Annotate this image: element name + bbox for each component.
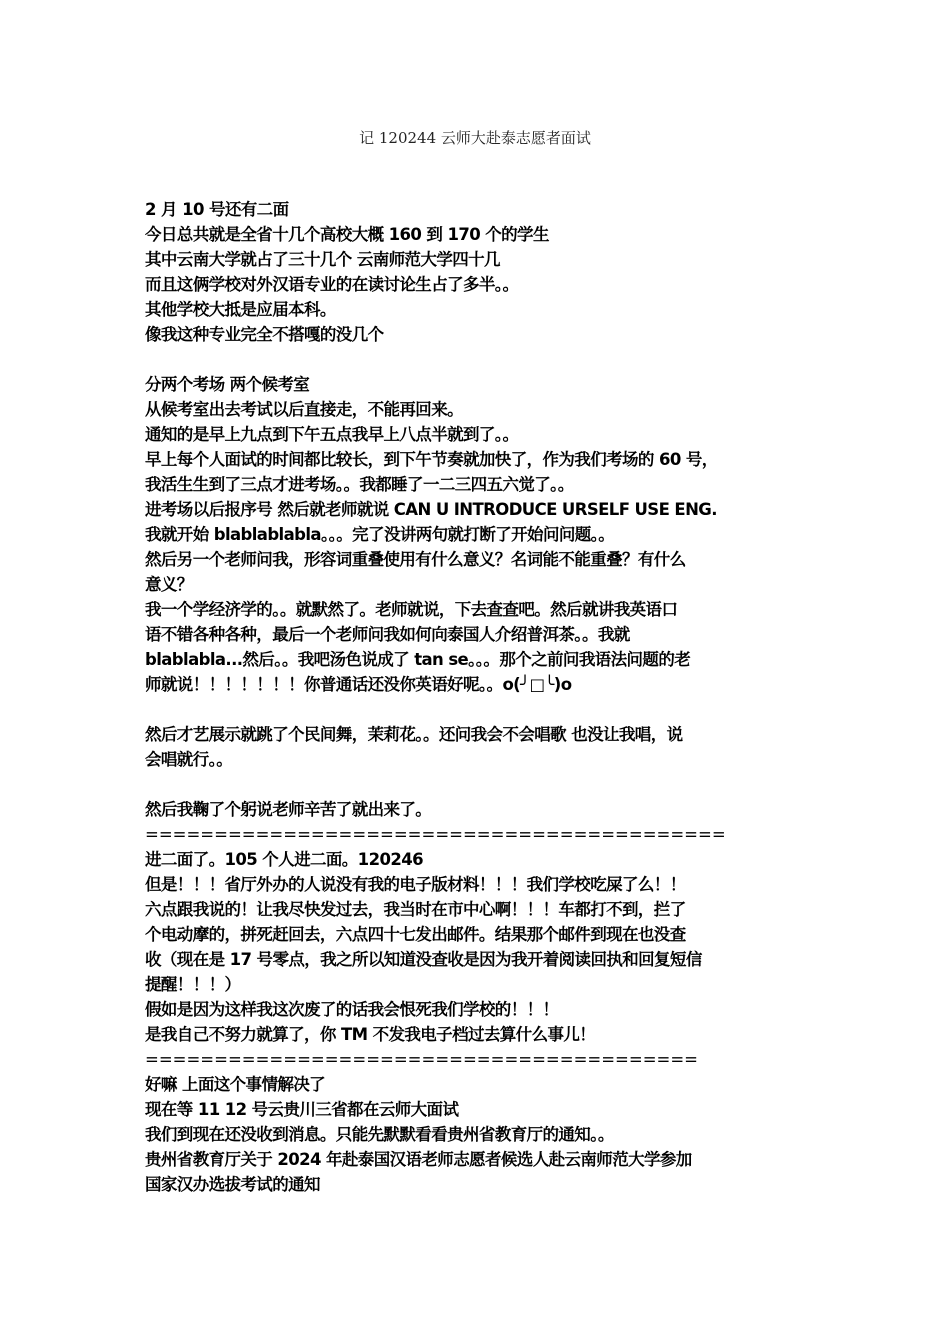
text-line: 会唱就行。。	[145, 750, 233, 769]
document-body	[145, 197, 835, 1197]
text-line: 其他学校大抵是应届本科。	[145, 300, 336, 319]
text-line: 从候考室出去考试以后直接走，不能再回来。	[145, 400, 464, 419]
text-line: 贵州省教育厅关于 2024 年赴泰国汉语老师志愿者候选人赴云南师范大学参加	[145, 1150, 692, 1169]
text-line: 我就开始 blablablabla。。。完了没讲两句就打断了开始问问题。。	[145, 525, 615, 544]
text-line: 然后才艺展示就跳了个民间舞，茉莉花。。还问我会不会唱歌 也没让我唱，说	[145, 725, 683, 744]
text-line: 假如是因为这样我这次废了的话我会恨死我们学校的！！！	[145, 1000, 559, 1019]
text-line: 收（现在是 17 号零点，我之所以知道没查收是因为我开着阅读回执和回复短信	[145, 950, 702, 969]
paragraph-gap	[145, 347, 835, 372]
text-line: 进考场以后报序号 然后就老师就说 CAN U INTRODUCE URSELF USE ENG.	[145, 500, 717, 519]
text-line: 像我这种专业完全不搭嘎的没几个	[145, 325, 384, 344]
text-line: 而且这俩学校对外汉语专业的在读讨论生占了多半。。	[145, 275, 519, 294]
text-line: 我们到现在还没收到消息。只能先默默看看贵州省教育厅的通知。。	[145, 1125, 614, 1144]
text-line: 国家汉办选拔考试的通知	[145, 1175, 320, 1194]
text-line: 提醒！！！）	[145, 975, 241, 994]
text-line: 然后我鞠了个躬说老师辛苦了就出来了。	[145, 800, 432, 819]
text-line: 语不错各种各种，最后一个老师问我如何向泰国人介绍普洱茶。。我就	[145, 625, 630, 644]
text-line: 六点跟我说的！让我尽快发过去，我当时在市中心啊！！！车都打不到，拦了	[145, 900, 686, 919]
text-line: 个电动摩的，拼死赶回去，六点四十七发出邮件。结果那个邮件到现在也没查	[145, 925, 686, 944]
text-line: 师就说！！！！！！！你普通话还没你英语好呢。。o(╯□╰)o	[145, 675, 572, 694]
text-line: 2 月 10 号还有二面	[145, 200, 289, 219]
text-line: 然后另一个老师问我，形容词重叠使用有什么意义？名词能不能重叠？有什么	[145, 550, 686, 569]
paragraph-gap	[145, 772, 835, 797]
text-line: 我活生生到了三点才进考场。。我都睡了一二三四五六觉了。。	[145, 475, 574, 494]
text-line: 但是！！！省厅外办的人说没有我的电子版材料！！！我们学校吃屎了么！！	[145, 875, 686, 894]
text-line: 是我自己不努力就算了，你 TM 不发我电子档过去算什么事儿！	[145, 1025, 596, 1044]
text-line: 今日总共就是全省十几个高校大概 160 到 170 个的学生	[145, 225, 549, 244]
text-line: 意义？	[145, 575, 193, 594]
text-line: blablabla...然后。。我吧汤色说成了 tan se。。。那个之前问我语法问题的老	[145, 650, 691, 669]
separator-rule: ==========================================	[145, 825, 726, 844]
document-title: 记 120244 云师大赴泰志愿者面试	[359, 129, 591, 147]
text-line: 现在等 11 12 号云贵川三省都在云师大面试	[145, 1100, 459, 1119]
text-line: 分两个考场 两个候考室	[145, 375, 310, 394]
separator-rule: ========================================	[145, 1050, 699, 1069]
text-line: 好嘛 上面这个事情解决了	[145, 1075, 326, 1094]
paragraph-gap	[145, 697, 835, 722]
text-line: 其中云南大学就占了三十几个 云南师范大学四十几	[145, 250, 500, 269]
text-line: 进二面了。105 个人进二面。120246	[145, 850, 423, 869]
text-line: 我一个学经济学的。。就默然了。老师就说，下去查查吧。然后就讲我英语口	[145, 600, 678, 619]
text-line: 通知的是早上九点到下午五点我早上八点半就到了。。	[145, 425, 519, 444]
text-line: 早上每个人面试的时间都比较长，到下午节奏就加快了，作为我们考场的 60 号，	[145, 450, 718, 469]
